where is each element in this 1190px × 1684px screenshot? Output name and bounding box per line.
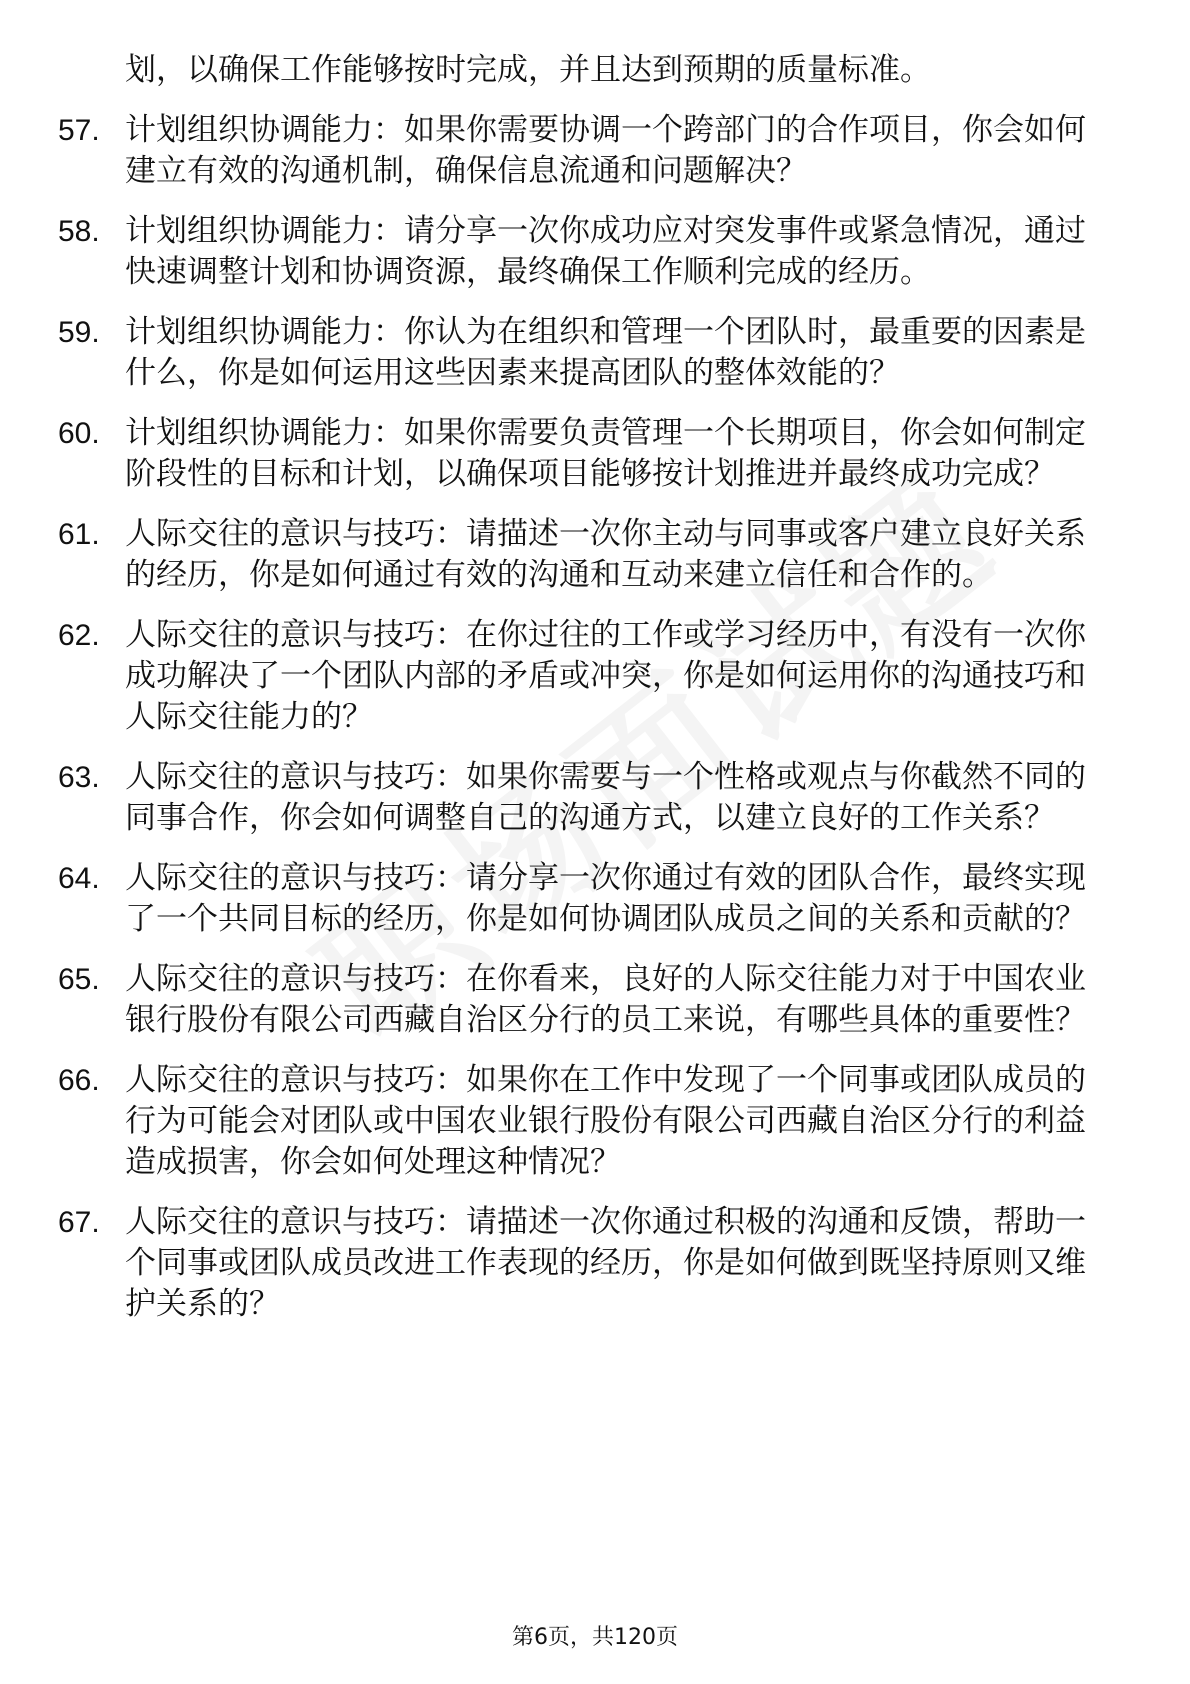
question-number: 59.: [58, 316, 100, 349]
question-item-58: [58, 211, 1118, 293]
question-number: 60.: [58, 417, 100, 450]
question-text: 计划组织协调能力：如果你需要协调一个跨部门的合作项目，你会如何建立有效的沟通机制，确保信息流通和问题解决？: [125, 112, 1086, 189]
question-number: 67.: [58, 1206, 100, 1239]
question-text: 计划组织协调能力：如果你需要负责管理一个长期项目，你会如何制定阶段性的目标和计划，以确保项目能够按计划推进并最终成功完成？: [125, 415, 1086, 492]
question-item-65: [58, 959, 1118, 1041]
question-number: 64.: [58, 862, 100, 895]
question-text: 人际交往的意识与技巧：请描述一次你主动与同事或客户建立良好关系的经历，你是如何通过有效的沟通和互动来建立信任和合作的。: [125, 516, 1086, 593]
question-item-67: [58, 1202, 1118, 1325]
page-footer: 第6页，共120页: [512, 1625, 678, 1650]
question-text: 计划组织协调能力：请分享一次你成功应对突发事件或紧急情况，通过快速调整计划和协调资源，最终确保工作顺利完成的经历。: [125, 213, 1086, 290]
question-text: 计划组织协调能力：你认为在组织和管理一个团队时，最重要的因素是什么，你是如何运用这些因素来提高团队的整体效能的？: [125, 314, 1086, 391]
question-number: 61.: [58, 518, 100, 551]
question-number: 58.: [58, 215, 100, 248]
document-body: [58, 50, 1118, 1344]
question-text: 人际交往的意识与技巧：在你过往的工作或学习经历中，有没有一次你成功解决了一个团队内部的矛盾或冲突，你是如何运用你的沟通技巧和人际交往能力的？: [125, 617, 1086, 735]
question-item-61: [58, 514, 1118, 596]
question-text: 人际交往的意识与技巧：请描述一次你通过积极的沟通和反馈，帮助一个同事或团队成员改进工作表现的经历，你是如何做到既坚持原则又维护关系的？: [125, 1204, 1086, 1322]
question-text: 人际交往的意识与技巧：如果你在工作中发现了一个同事或团队成员的行为可能会对团队或中国农业银行股份有限公司西藏自治区分行的利益造成损害，你会如何处理这种情况？: [125, 1062, 1086, 1180]
question-text: 人际交往的意识与技巧：请分享一次你通过有效的团队合作，最终实现了一个共同目标的经历，你是如何协调团队成员之间的关系和贡献的？: [125, 860, 1086, 937]
question-item-64: [58, 858, 1118, 940]
question-item-59: [58, 312, 1118, 394]
question-text: 人际交往的意识与技巧：在你看来，良好的人际交往能力对于中国农业银行股份有限公司西藏自治区分行的员工来说，有哪些具体的重要性？: [125, 961, 1086, 1038]
question-number: 65.: [58, 963, 100, 996]
question-number: 62.: [58, 619, 100, 652]
question-number: 57.: [58, 114, 100, 147]
question-item-62: [58, 615, 1118, 738]
question-text: 人际交往的意识与技巧：如果你需要与一个性格或观点与你截然不同的同事合作，你会如何调整自己的沟通方式，以建立良好的工作关系？: [125, 759, 1086, 836]
question-item-66: [58, 1060, 1118, 1183]
question-item-63: [58, 757, 1118, 839]
question-item-57: [58, 110, 1118, 192]
continuation-text: 划，以确保工作能够按时完成，并且达到预期的质量标准。: [125, 52, 931, 88]
question-item-60: [58, 413, 1118, 495]
question-number: 66.: [58, 1064, 100, 1097]
question-number: 63.: [58, 761, 100, 794]
